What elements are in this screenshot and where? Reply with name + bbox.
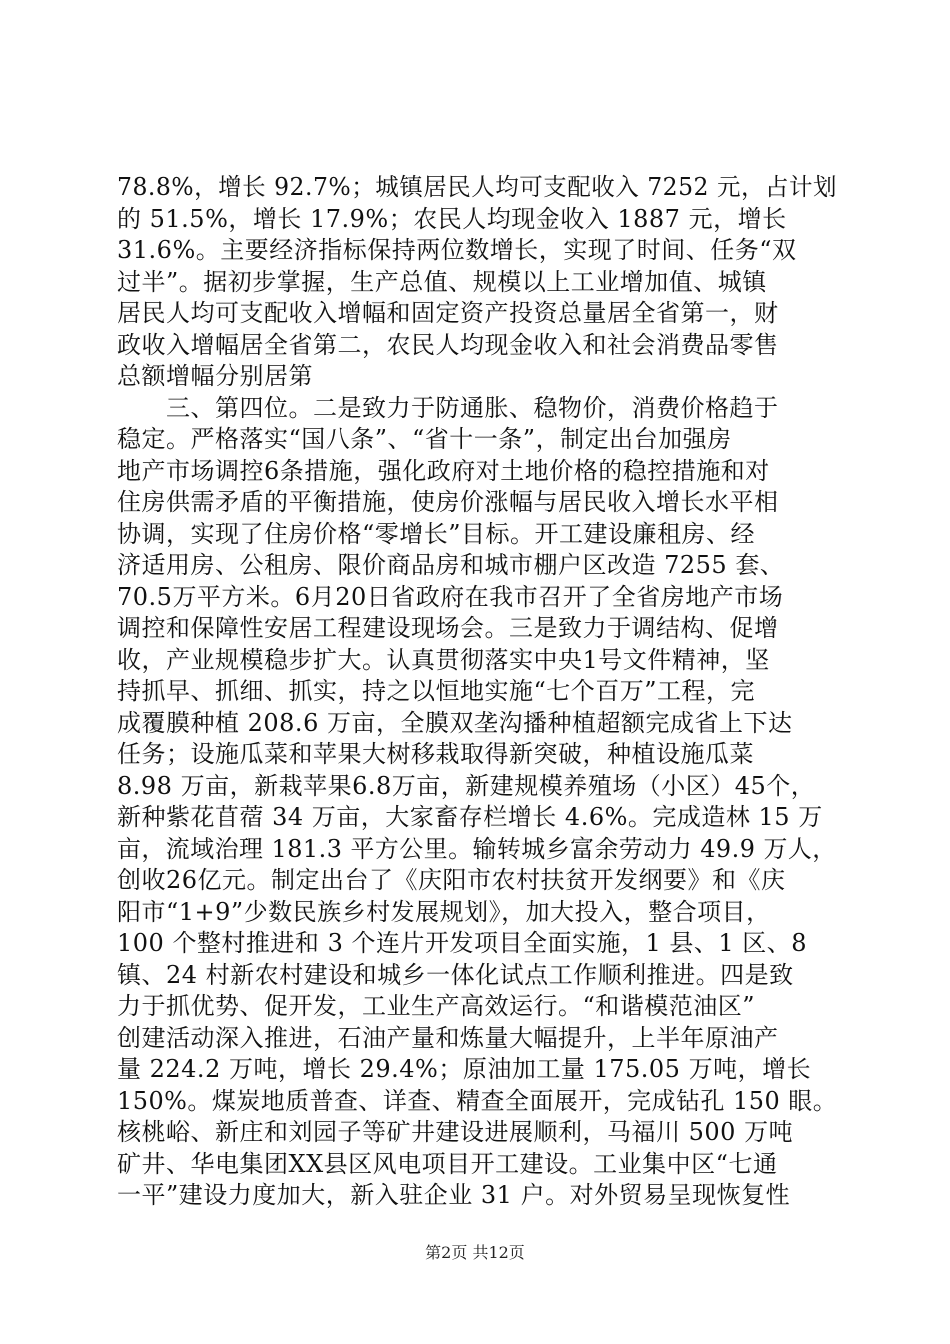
text-line: 济适用房、公租房、限价商品房和城市棚户区改造 7255 套、 <box>117 551 785 579</box>
text-line: 新种紫花苜蓿 34 万亩，大家畜存栏增长 4.6%。完成造林 15 万 <box>117 803 823 831</box>
text-line: 镇、24 村新农村建设和城乡一体化试点工作顺利推进。四是致 <box>117 960 794 989</box>
text-line: 31.6%。主要经济指标保持两位数增长，实现了时间、任务“双 <box>117 236 797 264</box>
text-line: 稳定。严格落实“国八条”、“省十一条”，制定出台加强房 <box>117 425 732 453</box>
text-line: 一平”建设力度加大，新入驻企业 31 户。对外贸易呈现恢复性 <box>117 1181 791 1209</box>
text-line: 阳市“1+9”少数民族乡村发展规划》，加大投入，整合项目， <box>117 897 771 926</box>
text-line: 持抓早、抓细、抓实，持之以恒地实施“七个百万”工程，完 <box>117 677 756 705</box>
text-line: 三、第四位。二是致力于防通胀、稳物价，消费价格趋于 <box>117 393 779 422</box>
text-line: 协调，实现了住房价格“零增长”目标。开工建设廉租房、经 <box>117 519 756 548</box>
text-line: 创收26亿元。制定出台了《庆阳市农村扶贫开发纲要》和《庆 <box>117 866 786 894</box>
text-line: 亩，流域治理 181.3 平方公里。输转城乡富余劳动力 49.9 万人， <box>117 834 837 863</box>
text-line: 收，产业规模稳步扩大。认真贯彻落实中央1号文件精神，坚 <box>117 645 770 674</box>
body-text <box>117 172 837 1212</box>
text-line: 150%。煤炭地质普查、详查、精查全面展开，完成钻孔 150 眼。 <box>117 1086 838 1115</box>
text-line: 调控和保障性安居工程建设现场会。三是致力于调结构、促增 <box>117 614 779 642</box>
text-line: 8.98 万亩，新栽苹果6.8万亩，新建规模养殖场（小区）45个， <box>117 771 816 800</box>
page-footer: 第2页 共12页 <box>425 1243 525 1262</box>
text-line: 任务；设施瓜菜和苹果大树移栽取得新突破，种植设施瓜菜 <box>117 740 754 768</box>
text-line: 总额增幅分别居第 <box>117 362 313 390</box>
text-line: 住房供需矛盾的平衡措施，使房价涨幅与居民收入增长水平相 <box>117 488 779 516</box>
text-line: 成覆膜种植 208.6 万亩，全膜双垄沟播种植超额完成省上下达 <box>117 708 793 737</box>
text-line: 78.8%，增长 92.7%；城镇居民人均可支配收入 7252 元，占计划 <box>117 173 837 201</box>
text-line: 力于抓优势、促开发，工业生产高效运行。“和谐模范油区” <box>117 992 756 1020</box>
text-line: 70.5万平方米。6月20日省政府在我市召开了全省房地产市场 <box>117 582 784 611</box>
text-line: 核桃峪、新庄和刘园子等矿井建设进展顺利，马福川 500 万吨 <box>117 1118 794 1146</box>
text-line: 量 224.2 万吨，增长 29.4%；原油加工量 175.05 万吨，增长 <box>117 1055 812 1083</box>
text-line: 创建活动深入推进，石油产量和炼量大幅提升，上半年原油产 <box>117 1023 779 1052</box>
text-line: 地产市场调控6条措施，强化政府对土地价格的稳控措施和对 <box>117 456 770 485</box>
text-line: 的 51.5%，增长 17.9%；农民人均现金收入 1887 元，增长 <box>117 204 787 233</box>
text-line: 政收入增幅居全省第二，农民人均现金收入和社会消费品零售 <box>117 330 779 359</box>
text-line: 过半”。据初步掌握，生产总值、规模以上工业增加值、城镇 <box>117 267 767 296</box>
text-line: 居民人均可支配收入增幅和固定资产投资总量居全省第一，财 <box>117 299 779 327</box>
text-line: 100 个整村推进和 3 个连片开发项目全面实施，1 县、1 区、8 <box>117 929 808 957</box>
text-line: 矿井、华电集团XX县区风电项目开工建设。工业集中区“七通 <box>117 1149 778 1178</box>
